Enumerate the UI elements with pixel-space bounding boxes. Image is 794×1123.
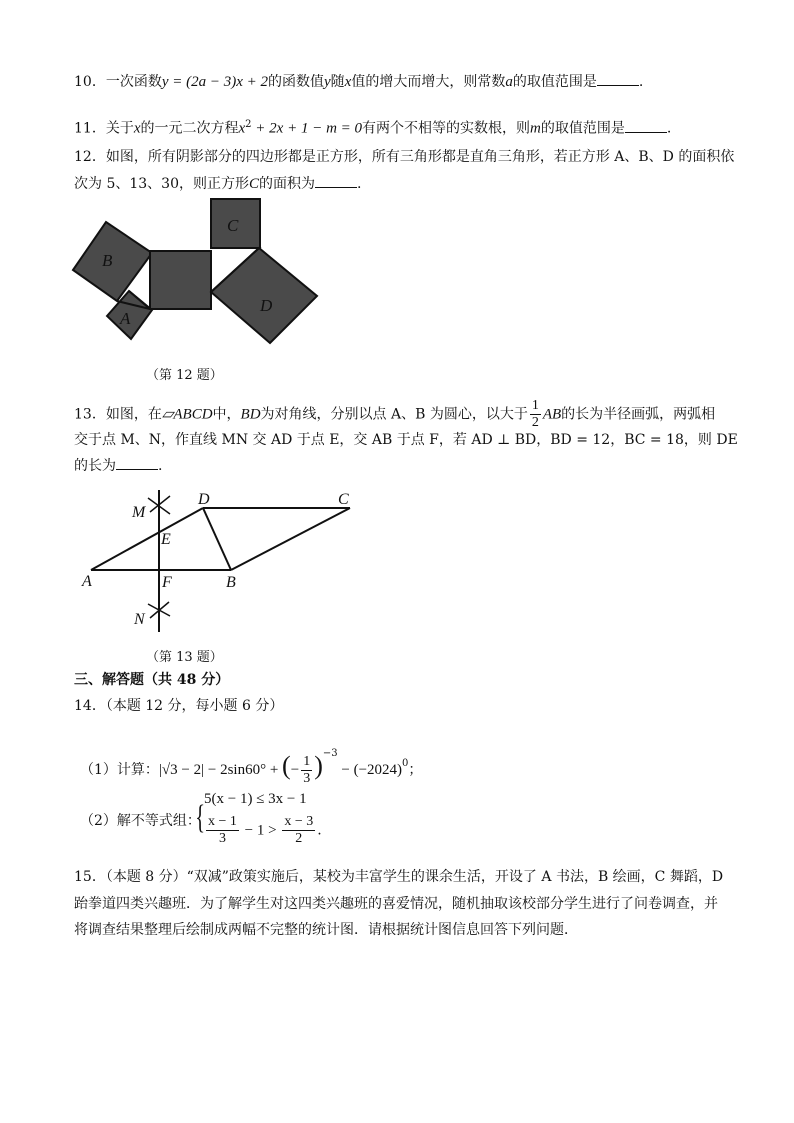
answer-blank (597, 73, 639, 86)
label-n: N (134, 611, 145, 628)
fraction-numerator: x − 3 (284, 814, 314, 829)
label-e: E (161, 531, 171, 548)
section-3-heading: 三、解答题（共 48 分） (74, 672, 230, 688)
question-13-line-1 (74, 398, 715, 431)
segment-ad (91, 508, 203, 570)
fraction-third (301, 754, 312, 787)
q10-end: . (638, 74, 644, 90)
q13-text: 的长为半径画弧，两弧相 (561, 406, 716, 423)
q10-text: 的取值范围是 (512, 74, 597, 90)
fraction-half (530, 398, 541, 431)
question-10 (74, 72, 643, 92)
answer-blank (625, 120, 667, 133)
segment-bd (203, 508, 231, 570)
fraction-denominator: 3 (218, 831, 226, 846)
q10-var-y: y (324, 74, 331, 90)
q12-text: 的面积为 (259, 176, 316, 192)
q14-p1-paren: ) (314, 751, 323, 780)
q10-number: 10． (74, 74, 106, 90)
label-d: D (198, 491, 210, 508)
q11-equation: x (238, 120, 246, 137)
q11-text: 的一元二次方程 (140, 120, 239, 137)
label-m: M (132, 504, 146, 521)
question-11 (74, 115, 671, 139)
q13-text: 为对角线，分别以点 A、B 为圆心，以大于 (260, 406, 528, 423)
question-13-line-2: 交于点 M、N，作直线 MN 交 AD 于点 E，交 AB 于点 F，若 AD ⊥ BD，BD = 12，BC = 18，则 DE (74, 432, 738, 448)
question-15-line-3: 将调查结果整理后绘制成两幅不完整的统计图．请根据统计图信息回答下列问题． (74, 922, 578, 938)
q10-text: 随 (330, 74, 345, 90)
q13-ab: AB (542, 406, 562, 423)
figure-12-squares (70, 196, 330, 356)
center-square (150, 251, 211, 309)
inequality-1: 5(x − 1) ≤ 3x − 1 (204, 791, 307, 807)
question-13-line-3 (74, 456, 162, 476)
inequality-2 (204, 814, 322, 847)
answer-blank (315, 175, 357, 188)
q11-text: 的取值范围是 (540, 120, 625, 137)
fraction-left (206, 814, 239, 847)
label-c: C (227, 216, 239, 235)
q10-text: 一次函数 (105, 74, 162, 90)
inequality-2-middle: − 1 > (240, 822, 281, 839)
q12-text: 次为 5、13、30，则正方形 (74, 176, 249, 192)
fraction-numerator: 1 (531, 398, 539, 413)
fraction-numerator: 1 (303, 753, 311, 769)
question-12-line-1: 12．如图，所有阴影部分的四边形都是正方形，所有三角形都是直角三角形，若正方形 A、B、D 的面积依 (74, 149, 735, 165)
q11-var-x: x (133, 120, 141, 137)
q14-p1-exponent: −3 (322, 748, 338, 759)
q14-part-2-label: （2）解不等式组： (80, 813, 201, 829)
q12-end: . (357, 176, 362, 192)
q11-number: 11． (74, 120, 106, 137)
q14-p1-label: （1）计算： (80, 762, 159, 778)
q14-part-2-system (204, 788, 322, 847)
q12-var-c: C (249, 176, 260, 192)
q14-part-1 (80, 736, 423, 786)
q10-text: 的函数值 (268, 74, 324, 90)
q11-var-m: m (530, 120, 541, 137)
q13-text: 13．如图，在 (74, 406, 162, 423)
q13-bd: BD (240, 406, 261, 423)
fraction-denominator: 2 (295, 831, 303, 846)
q14-p1-expression: − (−2024) (337, 762, 403, 778)
q11-equation: + 2x + 1 − m = 0 (251, 120, 363, 137)
q14-p1-expression: |√3 − 2| − 2sin60° + (158, 762, 283, 778)
answer-blank (116, 457, 158, 470)
caption-13: （第 13 题） (146, 650, 223, 665)
q14-p1-exponent-2: 0 (402, 758, 409, 769)
question-15-line-2: 跆拳道四类兴趣班．为了解学生对这四类兴趣班的喜爱情况，随机抽取该校部分学生进行了问卷调查，并 (74, 896, 718, 912)
q11-text: 有两个不相等的实数根，则 (362, 120, 531, 137)
fraction-denominator: 2 (531, 415, 539, 430)
q10-formula: y = (2a − 3)x + 2 (161, 74, 268, 90)
q14-p1-neg: − (290, 762, 300, 778)
brace: { (195, 799, 206, 836)
q13-text: 中， (212, 406, 241, 423)
label-f: F (162, 574, 172, 591)
q11-end: . (666, 120, 672, 137)
label-c: C (338, 491, 349, 508)
q11-text: 关于 (105, 120, 134, 137)
q14-p2-end: . (317, 822, 322, 839)
q13-text: 的长为 (74, 458, 116, 474)
question-15-line-1: 15．（本题 8 分）“双减”政策实施后，某校为丰富学生的课余生活，开设了 A 书法，B 绘画，C 舞蹈，D (74, 869, 724, 885)
q10-text: 值的增大而增大，则常数 (351, 74, 506, 90)
fraction-numerator: x − 1 (208, 814, 237, 829)
q13-parallelogram: ▱ABCD (161, 406, 213, 423)
caption-12: （第 12 题） (146, 368, 223, 383)
q13-end: . (158, 458, 163, 474)
label-a: A (82, 573, 92, 590)
q10-var-a: a (505, 74, 513, 90)
figure-13-parallelogram (70, 484, 370, 644)
q14-p1-paren: ( (282, 751, 291, 780)
label-b: B (102, 251, 113, 270)
fraction-denominator: 3 (303, 770, 311, 786)
label-b: B (226, 574, 236, 591)
q10-var-x: x (344, 74, 352, 90)
label-d: D (260, 296, 273, 315)
square-b (73, 222, 152, 301)
question-14-head: 14．（本题 12 分，每小题 6 分） (74, 698, 284, 714)
label-a: A (120, 309, 131, 328)
q14-p1-end: ； (408, 762, 423, 778)
fraction-right (282, 814, 315, 847)
q11-exponent: 2 (245, 119, 252, 130)
question-12-line-2 (74, 174, 361, 194)
segment-cb (231, 508, 350, 570)
